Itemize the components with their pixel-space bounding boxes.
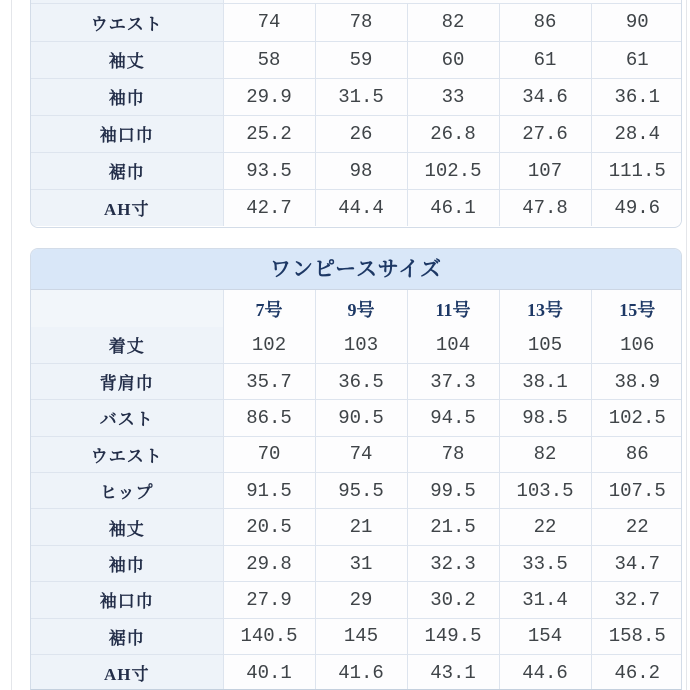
size-value-cell: 28.4: [591, 115, 682, 152]
size-value-cell: 94.5: [407, 400, 499, 436]
size-table-row: [31, 189, 682, 226]
size-table-row: [31, 473, 682, 509]
size-value-cell: 99.5: [407, 473, 499, 509]
size-value-cell: 98.5: [499, 400, 591, 436]
row-label: 袖巾: [31, 78, 223, 115]
size-table-row: [31, 41, 682, 78]
size-value-cell: 102.5: [591, 400, 682, 436]
size-value-cell: 86: [591, 436, 682, 472]
row-label: バスト: [31, 400, 223, 436]
size-value-cell: 74: [223, 4, 315, 41]
size-value-cell: 82: [499, 436, 591, 472]
size-value-cell: 61: [499, 41, 591, 78]
size-value-cell: 98: [315, 152, 407, 189]
size-value-cell: 91.5: [223, 473, 315, 509]
dress-table-title: ワンピースサイズ: [31, 249, 681, 290]
size-value-cell: 21.5: [407, 509, 499, 545]
size-table-row: [31, 509, 682, 545]
size-value-cell: 29.8: [223, 545, 315, 581]
size-value-cell: 37.3: [407, 363, 499, 399]
size-table-row: [31, 400, 682, 436]
size-value-cell: 78: [407, 436, 499, 472]
size-table-row: [31, 363, 682, 399]
size-value-cell: 104: [407, 327, 499, 363]
upper-size-table: [30, 0, 682, 228]
dress-size-table-grid: [31, 290, 682, 690]
size-table-row: [31, 78, 682, 115]
size-value-cell: 90: [591, 4, 682, 41]
size-value-cell: 31: [315, 545, 407, 581]
size-value-cell: 140.5: [223, 618, 315, 654]
size-column-header: 11号: [407, 290, 499, 327]
size-value-cell: 107: [499, 152, 591, 189]
size-value-cell: 93.5: [223, 152, 315, 189]
row-label: 袖口巾: [31, 582, 223, 618]
size-column-header: 9号: [315, 290, 407, 327]
size-value-cell: 33.5: [499, 545, 591, 581]
row-label: 袖口巾: [31, 115, 223, 152]
size-column-header: 13号: [499, 290, 591, 327]
size-value-cell: 26.8: [407, 115, 499, 152]
size-value-cell: 21: [315, 509, 407, 545]
row-label: AH寸: [31, 655, 223, 690]
size-value-cell: 31.5: [315, 78, 407, 115]
size-value-cell: 105: [499, 327, 591, 363]
size-value-cell: 35.7: [223, 363, 315, 399]
size-value-cell: 36.1: [591, 78, 682, 115]
size-value-cell: 60: [407, 41, 499, 78]
size-value-cell: 95.5: [315, 473, 407, 509]
size-value-cell: 47.8: [499, 189, 591, 226]
size-table-row: [31, 436, 682, 472]
size-value-cell: 44.6: [499, 655, 591, 690]
size-value-cell: 38.1: [499, 363, 591, 399]
size-value-cell: 46.2: [591, 655, 682, 690]
size-value-cell: 40.1: [223, 655, 315, 690]
size-value-cell: 31.4: [499, 582, 591, 618]
size-value-cell: 34.6: [499, 78, 591, 115]
row-label: AH寸: [31, 189, 223, 226]
size-value-cell: 158.5: [591, 618, 682, 654]
corner-cell: [31, 290, 223, 327]
row-label: ウエスト: [31, 436, 223, 472]
size-table-row: [31, 327, 682, 363]
size-table-row: [31, 152, 682, 189]
row-label: 袖丈: [31, 41, 223, 78]
size-value-cell: 74: [315, 436, 407, 472]
size-value-cell: 41.6: [315, 655, 407, 690]
page-edge-line-right: [686, 0, 687, 690]
size-value-cell: 38.9: [591, 363, 682, 399]
size-column-header-row: [31, 290, 682, 327]
size-value-cell: 43.1: [407, 655, 499, 690]
size-table-row: [31, 115, 682, 152]
row-label: 袖丈: [31, 509, 223, 545]
size-value-cell: 25.2: [223, 115, 315, 152]
size-table-row: [31, 545, 682, 581]
size-value-cell: 49.6: [591, 189, 682, 226]
size-column-header: 15号: [591, 290, 682, 327]
size-value-cell: 106: [591, 327, 682, 363]
size-value-cell: 34.7: [591, 545, 682, 581]
size-value-cell: 78: [315, 4, 407, 41]
size-value-cell: 103: [315, 327, 407, 363]
row-label: 背肩巾: [31, 363, 223, 399]
size-value-cell: 29.9: [223, 78, 315, 115]
size-value-cell: 26: [315, 115, 407, 152]
size-value-cell: 145: [315, 618, 407, 654]
size-value-cell: 32.3: [407, 545, 499, 581]
size-value-cell: 42.7: [223, 189, 315, 226]
size-value-cell: 36.5: [315, 363, 407, 399]
size-value-cell: 27.9: [223, 582, 315, 618]
size-value-cell: 59: [315, 41, 407, 78]
size-value-cell: 70: [223, 436, 315, 472]
size-value-cell: 33: [407, 78, 499, 115]
size-value-cell: 46.1: [407, 189, 499, 226]
size-table-row: [31, 655, 682, 690]
size-value-cell: 86: [499, 4, 591, 41]
size-table-row: [31, 618, 682, 654]
size-value-cell: 103.5: [499, 473, 591, 509]
size-table-row: [31, 4, 682, 41]
size-value-cell: 29: [315, 582, 407, 618]
size-value-cell: 102.5: [407, 152, 499, 189]
size-value-cell: 32.7: [591, 582, 682, 618]
size-value-cell: 102: [223, 327, 315, 363]
size-value-cell: 20.5: [223, 509, 315, 545]
size-table-row: [31, 582, 682, 618]
size-value-cell: 86.5: [223, 400, 315, 436]
size-column-header: 7号: [223, 290, 315, 327]
row-label: 着丈: [31, 327, 223, 363]
row-label: 裾巾: [31, 618, 223, 654]
size-value-cell: 22: [591, 509, 682, 545]
size-value-cell: 82: [407, 4, 499, 41]
row-label: ヒップ: [31, 473, 223, 509]
size-value-cell: 107.5: [591, 473, 682, 509]
size-value-cell: 58: [223, 41, 315, 78]
row-label: 裾巾: [31, 152, 223, 189]
size-value-cell: 111.5: [591, 152, 682, 189]
size-value-cell: 22: [499, 509, 591, 545]
size-value-cell: 149.5: [407, 618, 499, 654]
size-value-cell: 30.2: [407, 582, 499, 618]
dress-size-table: [30, 248, 682, 690]
row-label: ウエスト: [31, 4, 223, 41]
size-value-cell: 61: [591, 41, 682, 78]
page-edge-line-left: [11, 0, 12, 690]
size-value-cell: 44.4: [315, 189, 407, 226]
size-value-cell: 90.5: [315, 400, 407, 436]
upper-size-table-grid: [31, 4, 682, 226]
row-label: 袖巾: [31, 545, 223, 581]
size-value-cell: 27.6: [499, 115, 591, 152]
size-value-cell: 154: [499, 618, 591, 654]
